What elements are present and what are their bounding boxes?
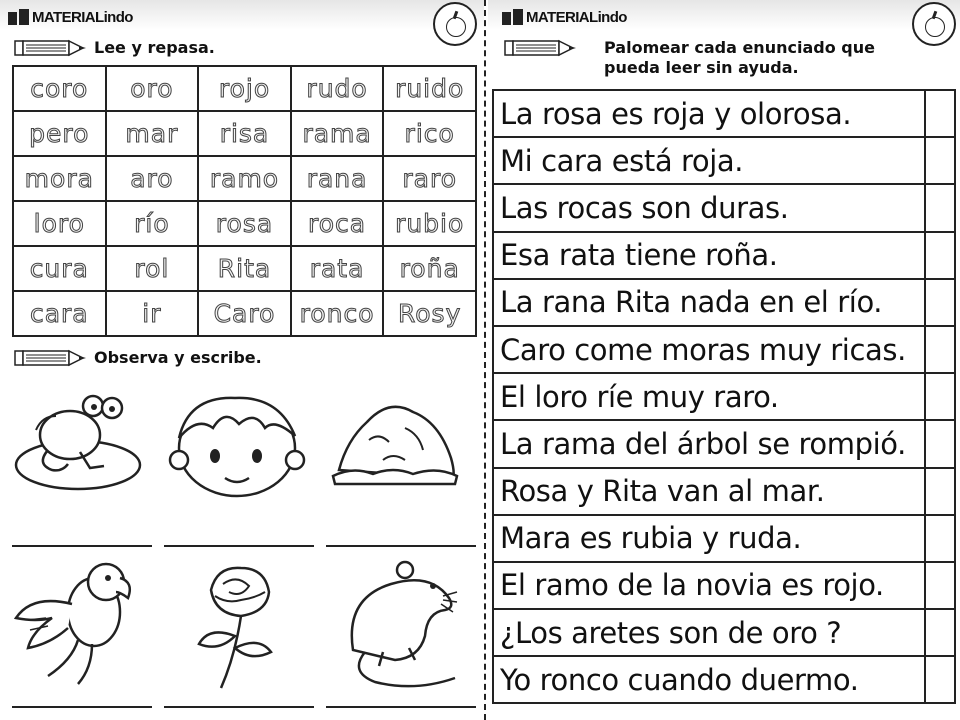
instruction-check [504,38,920,78]
apple-seal-icon [433,2,477,46]
sentence-text: Rosa y Rita van al mar. [493,468,925,515]
word-cell: roña [383,246,476,291]
word-cell: ruido [383,66,476,111]
sentence-text: Caro come moras muy ricas. [493,326,925,373]
sentence-row [493,232,955,279]
word-cell: cura [13,246,106,291]
sentence-row [493,609,955,656]
check-box[interactable] [925,232,955,279]
pencil-icon [14,349,88,367]
sentence-row [493,515,955,562]
word-cell: ramo [198,156,291,201]
word-cell: cara [13,291,106,336]
sentence-text: El loro ríe muy raro. [493,373,925,420]
sentence-text: La rama del árbol se rompió. [493,420,925,467]
word-row [13,156,476,201]
word-cell: pero [13,111,106,156]
page-divider [484,0,486,720]
word-cell: mora [13,156,106,201]
write-line [12,706,152,708]
sentence-row [493,562,955,609]
brand-name: MATERIALindo [526,8,627,26]
word-cell: coro [13,66,106,111]
word-cell: risa [198,111,291,156]
instruction-observe-text: Observa y escribe. [94,348,262,367]
sentence-row [493,279,955,326]
sentence-text: Mi cara está roja. [493,137,925,184]
brand-name: MATERIALindo [32,8,133,26]
word-cell: rama [291,111,384,156]
rose-image [165,552,315,702]
word-cell: rubio [383,201,476,246]
check-box[interactable] [925,562,955,609]
word-row [13,246,476,291]
write-line [164,706,314,708]
sentence-text: Mara es rubia y ruda. [493,515,925,562]
sentence-row [493,137,955,184]
word-cell: rojo [198,66,291,111]
check-box[interactable] [925,137,955,184]
write-line [164,545,314,547]
rat-image [325,552,475,702]
sentence-text: La rosa es roja y olorosa. [493,90,925,137]
word-row [13,291,476,336]
word-cell: loro [13,201,106,246]
brand-logo [8,6,133,28]
sentence-row [493,326,955,373]
word-cell: Rita [198,246,291,291]
word-cell: rico [383,111,476,156]
check-box[interactable] [925,515,955,562]
check-box[interactable] [925,468,955,515]
word-cell: rata [291,246,384,291]
word-cell: roca [291,201,384,246]
word-cell: rana [291,156,384,201]
rock-image [325,380,475,530]
sentence-row [493,184,955,231]
word-cell: raro [383,156,476,201]
word-row [13,201,476,246]
check-box[interactable] [925,279,955,326]
check-box[interactable] [925,420,955,467]
word-cell: Caro [198,291,291,336]
check-box[interactable] [925,609,955,656]
sentence-text: Las rocas son duras. [493,184,925,231]
brand-mark-icon [502,8,524,26]
sentence-text: Esa rata tiene roña. [493,232,925,279]
sentence-row [493,656,955,703]
check-box[interactable] [925,326,955,373]
check-box[interactable] [925,184,955,231]
write-line [12,545,152,547]
word-cell: Rosy [383,291,476,336]
word-cell: rosa [198,201,291,246]
check-box[interactable] [925,90,955,137]
word-row [13,66,476,111]
sentence-checklist [492,89,956,704]
word-row [13,111,476,156]
brand-logo [502,6,627,28]
check-box[interactable] [925,656,955,703]
word-cell: oro [106,66,199,111]
instruction-read-text: Lee y repasa. [94,38,215,57]
word-cell: río [106,201,199,246]
pencil-icon [14,39,88,57]
sentence-text: El ramo de la novia es rojo. [493,562,925,609]
word-cell: ir [106,291,199,336]
boy-face-image [165,380,315,530]
sentence-row [493,373,955,420]
sentence-row [493,468,955,515]
frog-image [8,380,158,530]
sentence-row [493,90,955,137]
write-line [326,706,476,708]
brand-mark-icon [8,8,30,26]
sentence-row [493,420,955,467]
instruction-read [14,38,215,58]
word-grid [12,65,477,337]
sentence-text: La rana Rita nada en el río. [493,279,925,326]
write-line [326,545,476,547]
word-cell: mar [106,111,199,156]
sentence-text: ¿Los aretes son de oro ? [493,609,925,656]
instruction-check-text: Palomear cada enunciado que pueda leer sin ayuda. [604,38,875,77]
check-box[interactable] [925,373,955,420]
word-cell: aro [106,156,199,201]
word-cell: rudo [291,66,384,111]
parrot-image [8,552,158,702]
instruction-observe [14,348,262,368]
word-cell: ronco [291,291,384,336]
sentence-text: Yo ronco cuando duermo. [493,656,925,703]
word-cell: rol [106,246,199,291]
